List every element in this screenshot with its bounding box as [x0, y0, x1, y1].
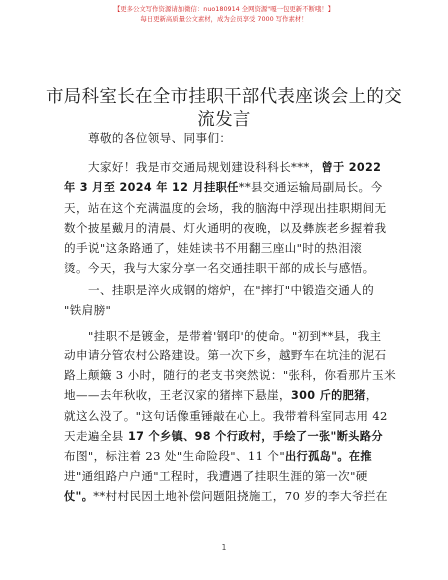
text-segment: **县交通运输局副局长。今	[238, 180, 383, 194]
section-heading-line	[64, 302, 384, 319]
body-line	[88, 328, 384, 345]
body-line	[64, 468, 384, 485]
bold-text-segment: 300 斤的肥猪	[290, 389, 366, 402]
body-line	[64, 428, 384, 445]
body-line	[64, 367, 397, 384]
section-heading-line	[88, 282, 384, 299]
body-line	[64, 200, 387, 217]
bold-text-segment: 出行孤岛"。在推	[285, 450, 372, 463]
bold-text-segment: 年 3 月至 2024 年 12 月挂职任	[64, 181, 239, 194]
body-line	[64, 387, 384, 404]
text-segment: 地——去年秋收，王老汉家的猪摔下悬崖，	[64, 388, 291, 402]
document-title-line-1: 市局科室长在全市挂职干部代表座谈会上的交	[46, 87, 402, 107]
text-segment: 路上颠簸 3 小时，随行的老支书突然说："张科，你看那片玉米	[64, 368, 397, 382]
promo-banner-line-2: 每日更新高质量公文素材，成为会员享受 7000 写作素材！	[140, 15, 308, 23]
text-segment: "挂职不是镀金，是带着'钢印'的使命。"初到**县，我主	[88, 329, 382, 343]
text-segment: 天走遍全县	[64, 429, 124, 443]
bold-text-segment: 17 个乡镇、98 个行政村，手绘了一张	[123, 430, 331, 443]
body-line	[88, 159, 384, 176]
body-line	[64, 240, 384, 257]
body-line	[64, 448, 384, 465]
page-number: 1	[221, 543, 227, 552]
text-segment: 就这么没了。"这句话像重锤敲在心上。我带着科室同志用 42	[64, 409, 388, 423]
bold-text-segment: 仗"。	[64, 490, 94, 503]
text-segment: ，	[365, 388, 378, 402]
body-line	[64, 488, 388, 505]
body-line	[64, 179, 384, 196]
text-segment: 动申请分管农村公路建设。第一次下乡，越野车在坑洼的泥石	[64, 348, 387, 362]
text-segment: 一、挂职是淬火成钢的熔炉，在"摔打"中锻造交通人的	[88, 283, 375, 297]
text-segment: 大家好！我是市交通局规划建设科科长***，	[88, 160, 322, 174]
body-line	[64, 347, 387, 364]
body-line	[64, 408, 388, 425]
text-segment: 数个披星戴月的清晨、灯火通明的夜晚，以及彝族老乡握着我	[64, 221, 387, 235]
text-segment: **村村民因土地补偿问题阻挠施工，70 岁的李大爷拦在	[93, 489, 388, 503]
bold-text-segment: "断头路分	[330, 430, 383, 443]
body-line	[64, 220, 387, 237]
document-title-line-2: 流发言	[197, 110, 251, 130]
text-segment: 的手说"这条路通了，娃娃读书不用翻三座山"时的热泪滚	[64, 241, 363, 255]
salutation: 尊敬的各位领导、同事们：	[88, 131, 232, 145]
text-segment: 布图"，标注着 23 处"生命险段"、11 个"	[64, 449, 286, 463]
text-segment: 进"通组路户户通"工程时，我遭遇了挂职生涯的第一次"硬	[64, 469, 368, 483]
bold-text-segment: 曾于 2022	[321, 161, 382, 174]
promo-banner-line-1: 【更多公文写作资源请加微信：nuo180914 全网资源"嘎一包更新不断哦！】	[113, 5, 335, 13]
body-line	[64, 260, 384, 277]
text-segment: 天，站在这个充满温度的会场，我的脑海中浮现出挂职期间无	[64, 201, 387, 215]
text-segment: 烫。今天，我与大家分享一名交通挂职干部的成长与感悟。	[64, 261, 375, 275]
text-segment: "铁肩膀"	[64, 303, 112, 317]
